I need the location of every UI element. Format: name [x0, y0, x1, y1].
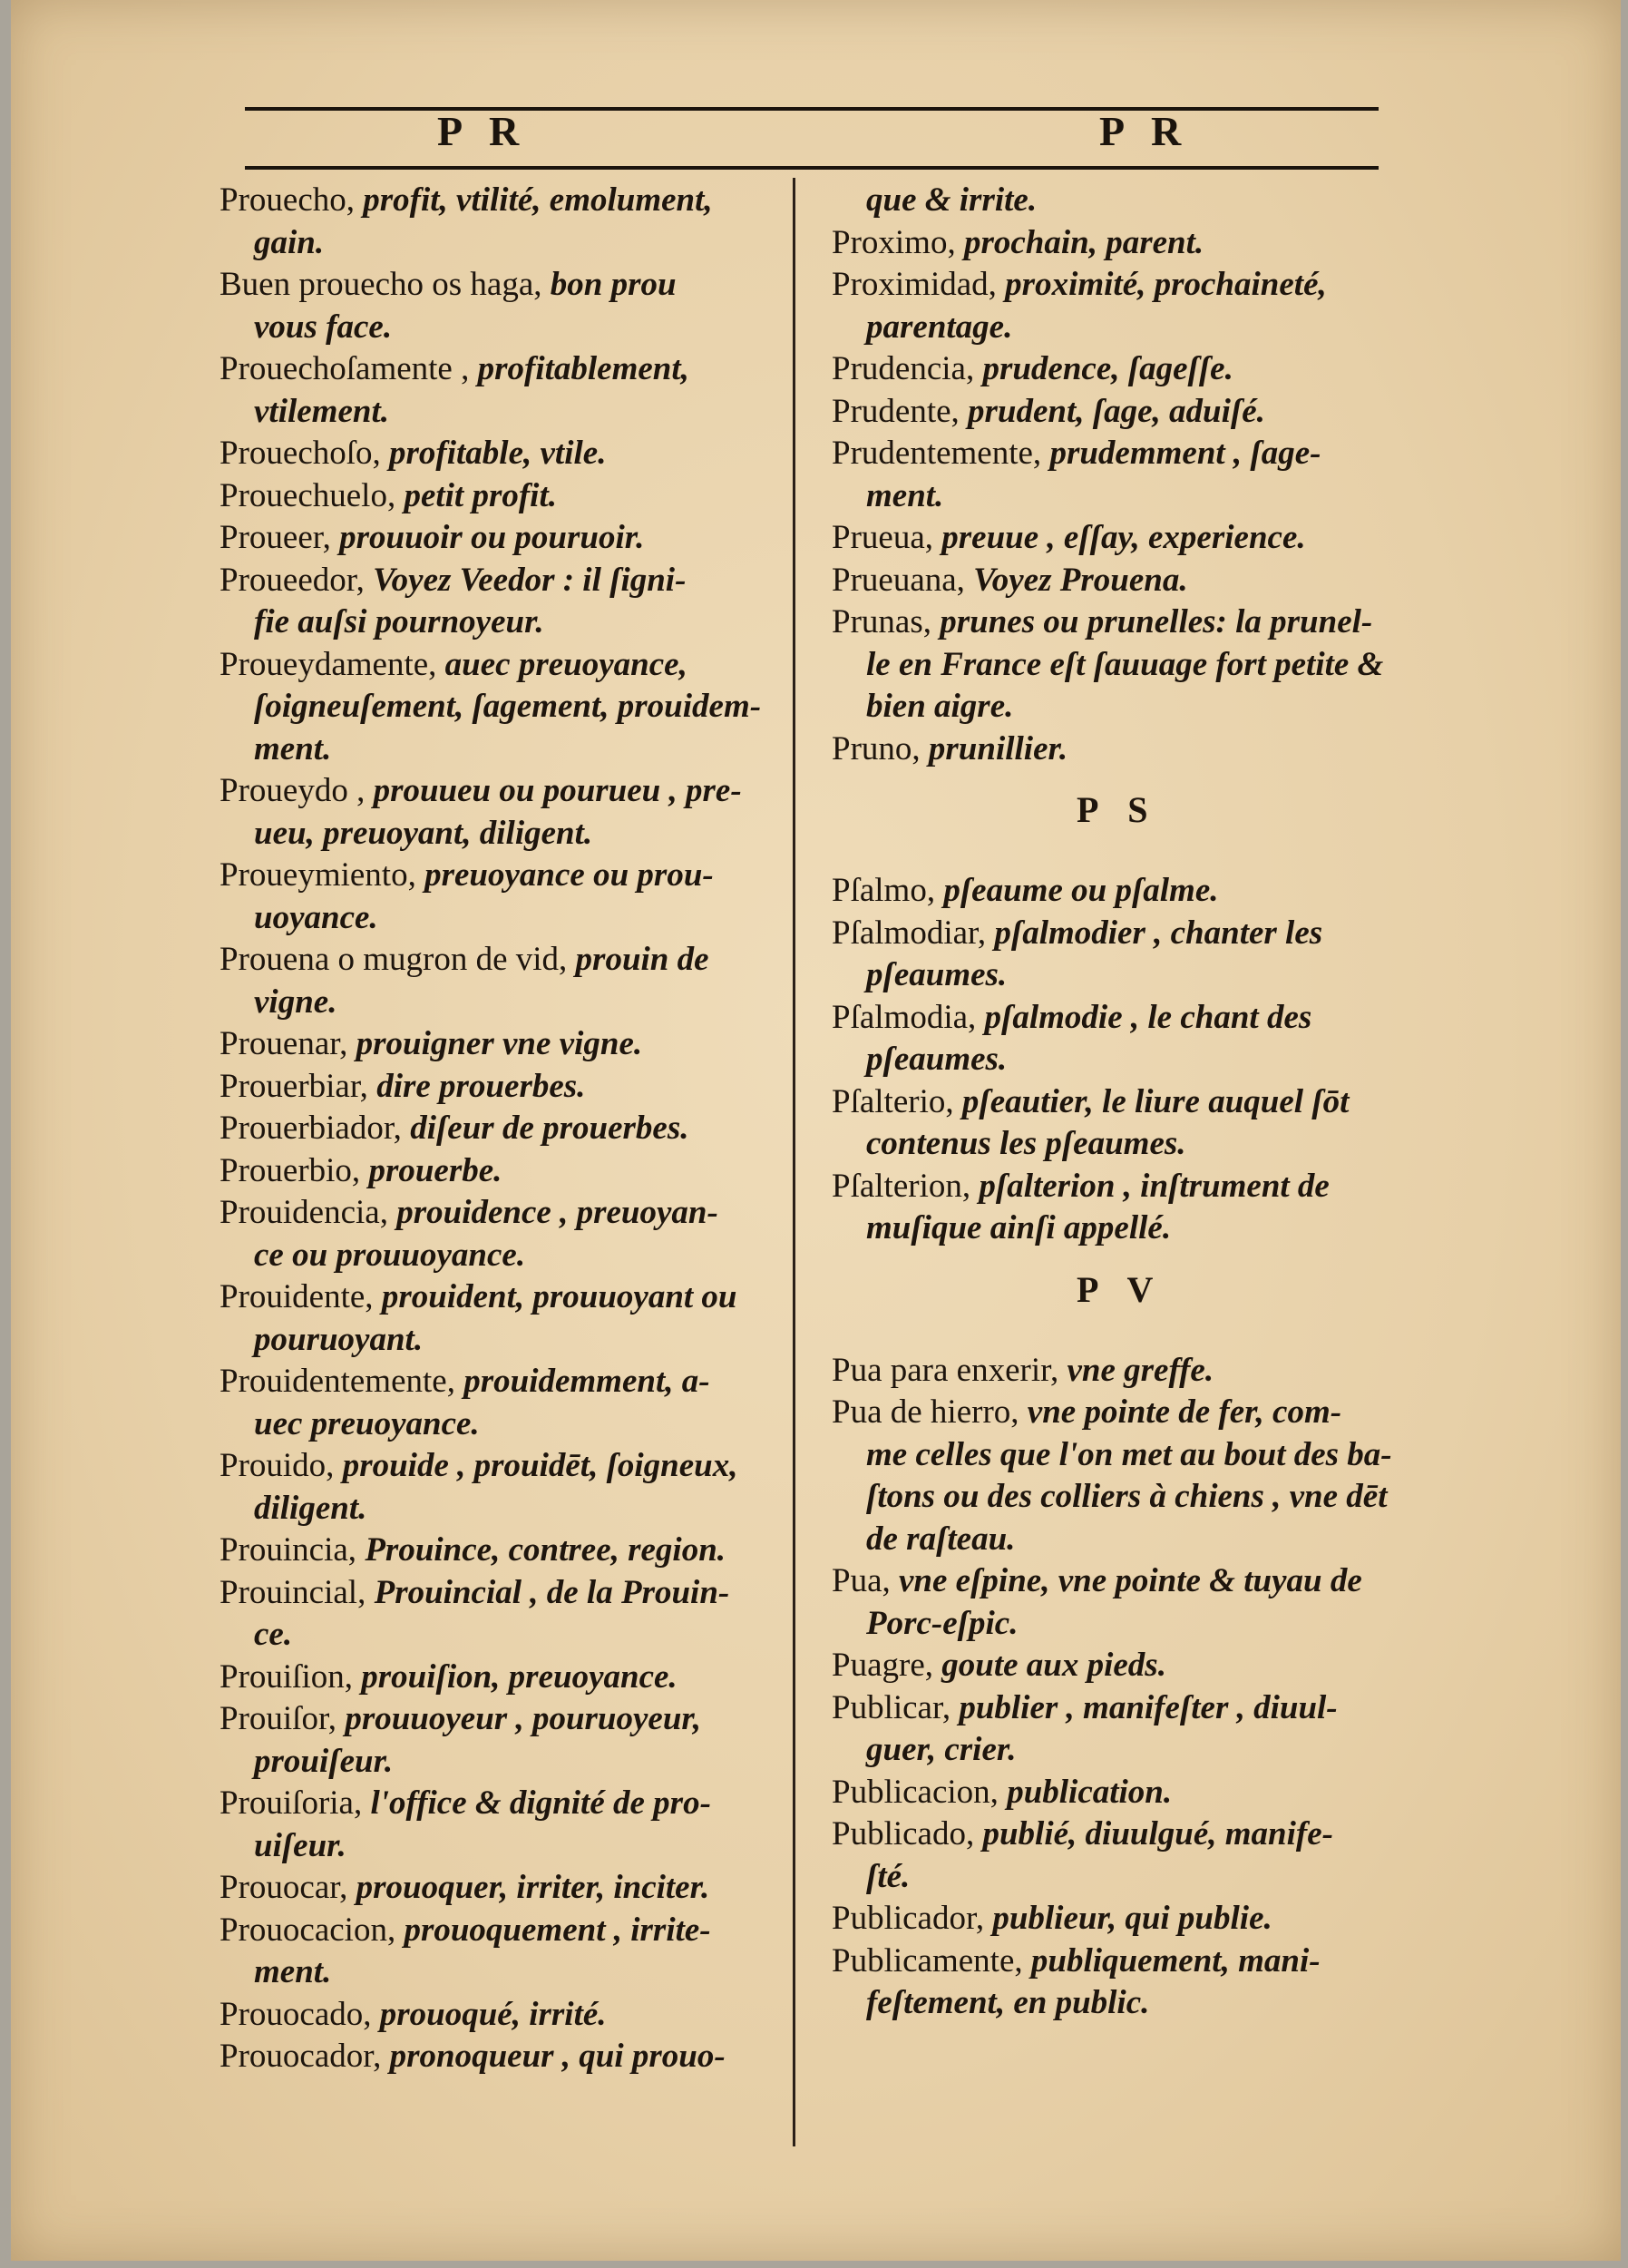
entry-headword: Proueer, [219, 519, 331, 556]
dictionary-entry [832, 1812, 1403, 1856]
entry-headword: Prouincial, [219, 1573, 366, 1611]
entry-translation: prudence, ſageſſe. [974, 350, 1233, 387]
entry-continuation: pouruoyant. [254, 1320, 424, 1358]
entry-translation: prouidence , preuoyan- [387, 1194, 718, 1231]
entry-continuation: que & irrite. [866, 181, 1038, 219]
dictionary-entry [219, 1528, 791, 1572]
dictionary-entry [832, 262, 1403, 307]
entry-translation: Prouincial , de la Prouin- [366, 1573, 730, 1611]
entry-translation: prouueu ou pourueu , pre- [365, 772, 742, 809]
entry-continuation: guer, crier. [866, 1731, 1017, 1768]
dictionary-entry [219, 1696, 791, 1741]
dictionary-entry [832, 389, 1403, 434]
entry-translation: prouident, prouuoyant ou [373, 1278, 737, 1315]
entry-headword: Proueydamente, [219, 645, 437, 683]
entry-translation: prouidemment, a- [454, 1363, 710, 1400]
dictionary-entry [219, 937, 791, 982]
entry-continuation: Porc-eſpic. [866, 1604, 1019, 1642]
dictionary-entry [219, 347, 791, 391]
entry-headword: Prouiſion, [219, 1657, 353, 1696]
running-head-left: P R [437, 108, 529, 154]
entry-continuation: ce. [254, 1616, 293, 1653]
entry-headword: Prunas, [832, 603, 931, 640]
entry-headword: Prouechuelo, [219, 476, 396, 514]
entry-continuation: uiſeur. [254, 1826, 346, 1864]
entry-translation: l'office & dignité de pro- [362, 1784, 711, 1822]
entry-headword: Publicar, [832, 1688, 951, 1726]
entry-headword: Proximo, [832, 223, 956, 261]
entry-translation: pſalterion , inſtrument de [970, 1167, 1330, 1205]
dictionary-entry [832, 995, 1403, 1040]
entry-translation: publication. [998, 1773, 1173, 1811]
entry-headword: Prouenar, [219, 1025, 348, 1062]
entry-translation: proximité, prochaineté, [996, 266, 1327, 303]
entry-headword: Proximidad, [832, 266, 997, 303]
dictionary-entry [832, 1559, 1403, 1603]
dictionary-entry [832, 1164, 1403, 1208]
entry-headword: Publicado, [832, 1815, 975, 1853]
dictionary-entry [219, 1865, 791, 1910]
entry-headword: Prouerbiador, [219, 1110, 402, 1147]
entry-continuation: pſeaumes. [866, 956, 1008, 993]
entry-headword: Proueymiento, [219, 856, 416, 894]
dictionary-entry [219, 515, 791, 560]
entry-headword: Prudente, [832, 392, 960, 430]
dictionary-entry [832, 868, 1403, 913]
entry-continuation: ſté. [866, 1857, 911, 1895]
entry-continuation: ſtons ou des colliers à chiens , vne dēt [866, 1478, 1388, 1515]
entry-continuation: vtilement. [254, 392, 389, 430]
entry-translation: prochain, parent. [955, 223, 1204, 261]
entry-translation: publier , manifeſter , diuul- [950, 1688, 1338, 1726]
entry-headword: Pſalterion, [832, 1167, 971, 1205]
entry-headword: Pſalmodia, [832, 998, 977, 1036]
dictionary-entry [832, 1643, 1403, 1687]
dictionary-entry [219, 2034, 791, 2078]
dictionary-entry [832, 911, 1403, 955]
entry-headword: Publicador, [832, 1900, 985, 1937]
entry-headword: Prouena o mugron de vid, [219, 941, 568, 978]
entry-continuation: diligent. [254, 1489, 367, 1527]
entry-translation: prudent, ſage, aduiſé. [959, 392, 1265, 430]
dictionary-entry [219, 1106, 791, 1150]
entry-headword: Pua, [832, 1562, 891, 1599]
entry-translation: dire prouerbes. [367, 1067, 586, 1105]
entry-continuation: feſtement, en public. [866, 1984, 1150, 2021]
entry-translation: vne eſpine, vne pointe & tuyau de [890, 1562, 1362, 1599]
entry-continuation: de raſteau. [866, 1520, 1016, 1558]
entry-translation: bon prou [541, 266, 677, 303]
entry-headword: Proueedor, [219, 561, 365, 599]
entry-continuation: ce ou prouuoyance. [254, 1236, 526, 1274]
entry-translation: prudemment , ſage- [1041, 435, 1321, 472]
section-heading-pv: P V [1077, 1268, 1165, 1310]
dictionary-entry [832, 1348, 1403, 1393]
entry-continuation: bien aigre. [866, 688, 1014, 725]
entry-headword: Prouidente, [219, 1278, 374, 1315]
dictionary-entry [219, 558, 791, 602]
entry-continuation: ment. [866, 476, 944, 514]
entry-headword: Prueuana, [832, 561, 965, 599]
entry-translation: petit profit. [395, 476, 557, 514]
entry-translation: prouoquer, irriter, inciter. [347, 1869, 710, 1906]
dictionary-entry [219, 431, 791, 475]
entry-translation: prunillier. [920, 729, 1068, 767]
dictionary-entry [832, 1080, 1403, 1124]
dictionary-entry [219, 1064, 791, 1109]
dictionary-entry [219, 853, 791, 897]
entry-continuation: uec preuoyance. [254, 1404, 480, 1442]
dictionary-entry [219, 1149, 791, 1193]
entry-headword: Prouechoſamente , [219, 350, 470, 387]
entry-continuation: contenus les pſeaumes. [866, 1125, 1186, 1162]
entry-translation: pſeautier, le liure auquel ſōt [953, 1082, 1350, 1120]
entry-headword: Prouiſor, [219, 1700, 337, 1737]
entry-continuation: uoyance. [254, 898, 378, 936]
entry-continuation: ſoigneuſement, ſagement, prouidem- [254, 688, 762, 725]
entry-translation: preuoyance ou prou- [415, 856, 714, 894]
entry-continuation: fie auſsi pournoyeur. [254, 603, 544, 640]
entry-headword: Pſalterio, [832, 1082, 954, 1120]
entry-headword: Prouidencia, [219, 1194, 388, 1231]
entry-headword: Pruno, [832, 729, 921, 767]
entry-headword: Prouocado, [219, 1995, 372, 2033]
dictionary-entry [832, 347, 1403, 391]
dictionary-entry [219, 1655, 791, 1699]
dictionary-entry [832, 431, 1403, 475]
top-rule [245, 107, 1379, 111]
entry-translation: Voyez Veedor : il ſigni- [364, 561, 687, 599]
dictionary-entry [832, 727, 1403, 771]
entry-translation: prouide , prouidēt, ſoigneux, [334, 1447, 738, 1484]
entry-translation: vne greffe. [1058, 1351, 1214, 1389]
entry-translation: publieur, qui publie. [984, 1900, 1272, 1937]
entry-translation: prunes ou prunelles: la prunel- [931, 603, 1373, 640]
entry-translation: diſeur de prouerbes. [401, 1110, 689, 1147]
entry-continuation: pſeaumes. [866, 1041, 1008, 1078]
entry-headword: Prouerbiar, [219, 1067, 368, 1105]
entry-headword: Pſalmodiar, [832, 914, 987, 952]
dictionary-entry [219, 1570, 791, 1615]
entry-headword: Proueydo , [219, 772, 366, 809]
entry-translation: Voyez Prouena. [964, 561, 1188, 599]
entry-continuation: ment. [254, 1953, 332, 1990]
dictionary-entry [219, 1781, 791, 1825]
dictionary-entry [219, 1908, 791, 1952]
entry-headword: Puagre, [832, 1647, 933, 1684]
entry-headword: Prudencia, [832, 350, 975, 387]
entry-headword: Prouerbio, [219, 1151, 361, 1189]
entry-headword: Prouocacion, [219, 1911, 396, 1949]
dictionary-entry [832, 1939, 1403, 1983]
entry-continuation: ment. [254, 729, 332, 767]
entry-translation: publiquement, mani- [1022, 1941, 1321, 1980]
entry-headword: Prouido, [219, 1447, 335, 1484]
entry-translation: prouuoir ou pouruoir. [330, 519, 645, 556]
entry-translation: profit, vtilité, emolument, [355, 181, 713, 219]
entry-headword: Pſalmo, [832, 872, 936, 909]
dictionary-entry [219, 474, 791, 518]
dictionary-entry [832, 558, 1403, 602]
entry-continuation: gain. [254, 223, 325, 261]
dictionary-entry [832, 220, 1403, 265]
dictionary-entry [219, 1443, 791, 1488]
head-rule [245, 166, 1379, 170]
entry-translation: prouin de [567, 941, 709, 978]
entry-headword: Buen prouecho os haga, [219, 266, 542, 303]
dictionary-entry [832, 1686, 1403, 1730]
entry-continuation: prouiſeur. [254, 1742, 394, 1780]
section-heading-ps: P S [1077, 789, 1159, 830]
entry-headword: Pua para enxerir, [832, 1351, 1059, 1389]
entry-translation: profitablement, [469, 350, 689, 387]
dictionary-entry [832, 515, 1403, 560]
entry-translation: goute aux pieds. [933, 1647, 1166, 1684]
entry-headword: Prouiſoria, [219, 1784, 363, 1822]
entry-translation: publié, diuulgué, manife- [974, 1815, 1333, 1853]
entry-translation: prouoquement , irrite- [395, 1911, 711, 1949]
entry-translation: prouiſion, preuoyance. [353, 1657, 678, 1696]
entry-translation: pſalmodier , chanter les [986, 914, 1323, 952]
entry-headword: Publicamente, [832, 1941, 1023, 1980]
dictionary-entry [832, 1390, 1403, 1434]
entry-translation: preuue , eſſay, experience. [933, 519, 1306, 556]
book-page [11, 0, 1621, 2261]
entry-headword: Prouocador, [219, 2038, 382, 2075]
entry-translation: profitable, vtile. [380, 435, 607, 472]
entry-translation: auec preuoyance, [436, 645, 687, 683]
entry-translation: vne pointe de fer, com- [1019, 1393, 1342, 1431]
dictionary-entry [832, 1770, 1403, 1814]
dictionary-entry [219, 768, 791, 813]
entry-translation: prouerbe. [360, 1151, 502, 1189]
entry-continuation: vigne. [254, 982, 337, 1021]
entry-continuation: ueu, preuoyant, diligent. [254, 814, 593, 852]
dictionary-entry [832, 1896, 1403, 1941]
entry-translation: pſalmodie , le chant des [976, 998, 1312, 1036]
dictionary-entry [219, 1190, 791, 1235]
dictionary-entry [219, 1359, 791, 1403]
entry-translation: prouoqué, irrité. [371, 1995, 607, 2033]
dictionary-entry [219, 262, 791, 307]
dictionary-entry [219, 1022, 791, 1066]
running-head-right: P R [1099, 108, 1191, 154]
entry-continuation: vous face. [254, 308, 393, 346]
entry-translation: pſeaume ou pſalme. [935, 872, 1219, 909]
dictionary-entry [219, 1992, 791, 2037]
entry-headword: Publicacion, [832, 1773, 999, 1811]
entry-continuation: me celles que l'on met au bout des ba- [866, 1435, 1392, 1473]
entry-continuation: muſique ainſi appellé. [866, 1209, 1172, 1246]
entry-headword: Prouidentemente, [219, 1363, 455, 1400]
entry-headword: Prouecho, [219, 181, 355, 219]
entry-translation: prouigner vne vigne. [347, 1025, 643, 1062]
dictionary-entry [219, 178, 791, 222]
entry-headword: Prouechoſo, [219, 435, 381, 472]
entry-headword: Prouincia, [219, 1531, 357, 1569]
entry-translation: prouuoyeur , pouruoyeur, [336, 1700, 702, 1737]
entry-headword: Prueua, [832, 519, 933, 556]
entry-headword: Pua de hierro, [832, 1393, 1019, 1431]
entry-continuation: le en France eſt ſauuage fort petite & [866, 645, 1384, 683]
entry-headword: Prouocar, [219, 1869, 348, 1906]
entry-continuation: parentage. [866, 308, 1013, 346]
entry-headword: Prudentemente, [832, 435, 1042, 472]
dictionary-entry [219, 642, 791, 687]
entry-translation: Prouince, contree, region. [356, 1531, 726, 1569]
dictionary-entry [832, 600, 1403, 644]
dictionary-entry [219, 1275, 791, 1319]
entry-translation: pronoqueur , qui prouo- [381, 2038, 726, 2075]
